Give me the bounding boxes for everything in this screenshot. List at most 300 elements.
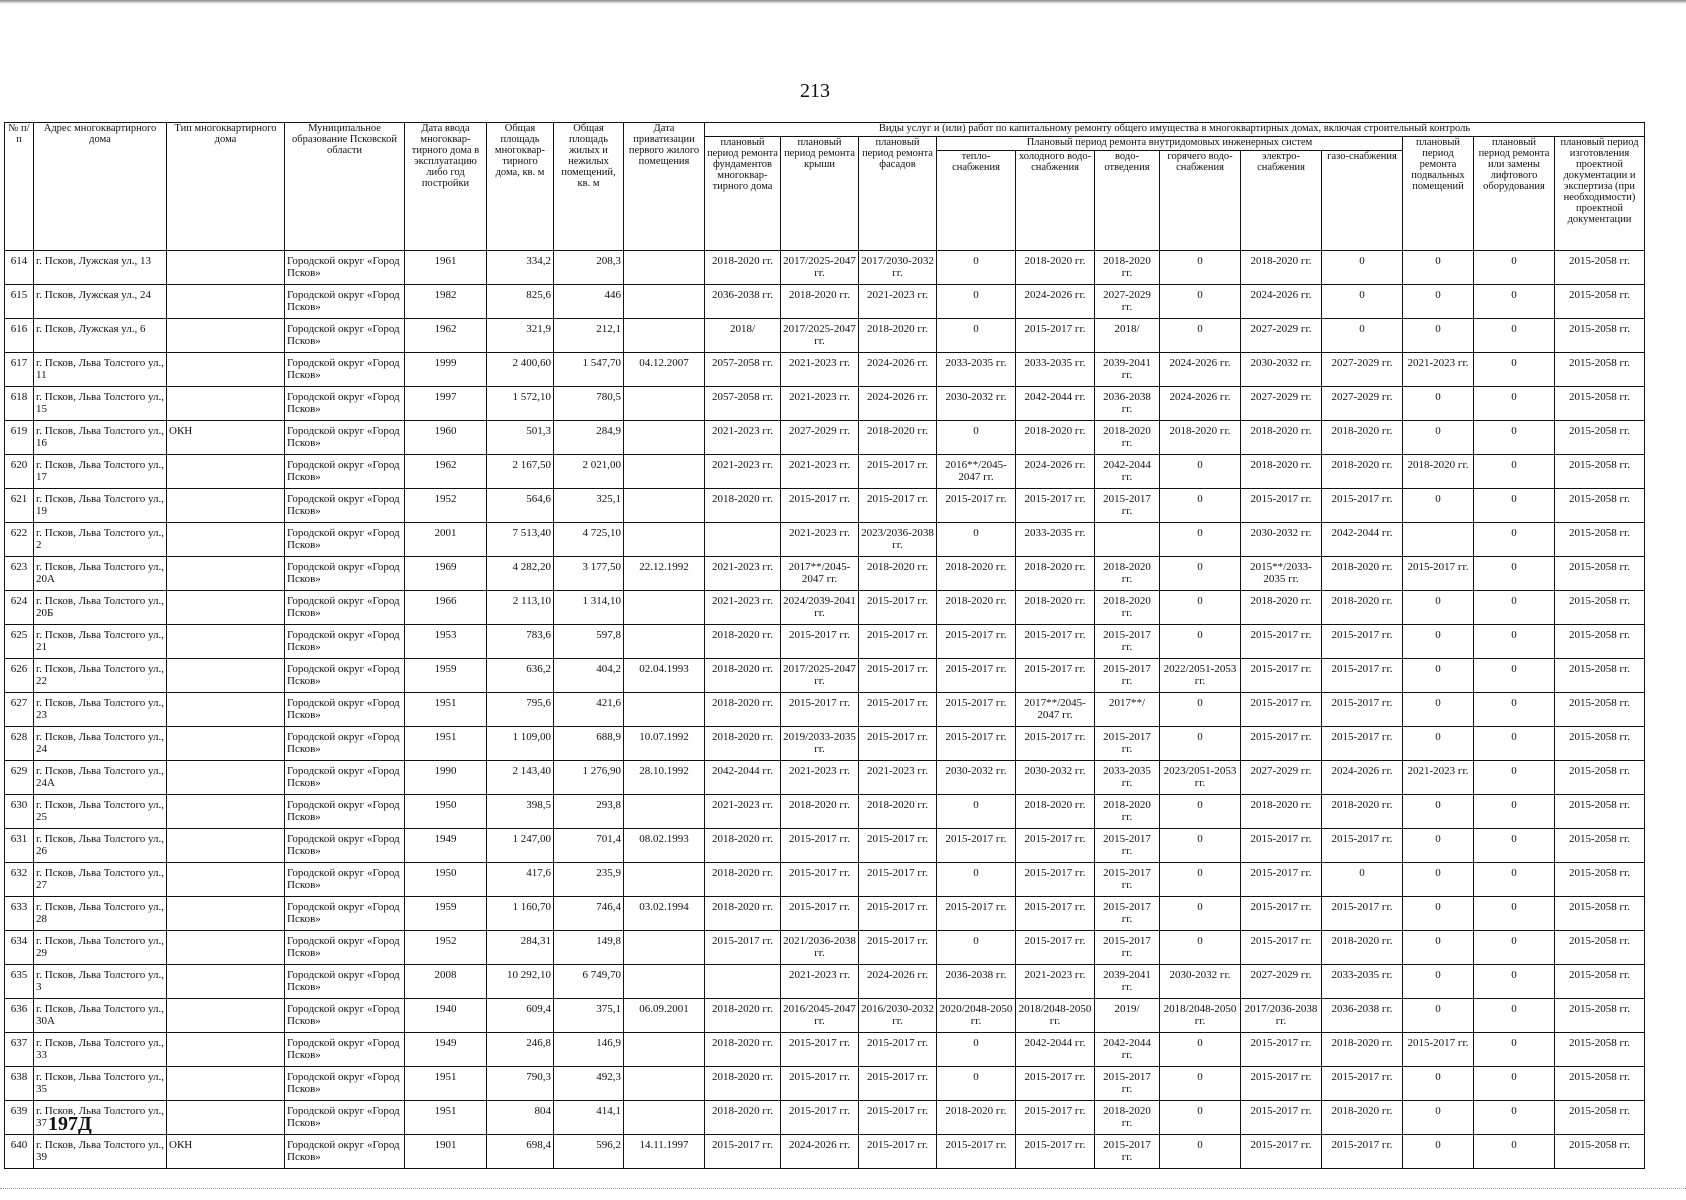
- cell-foundation: 2042-2044 гг.: [705, 761, 781, 795]
- cell-address: г. Псков, Лужская ул., 13: [34, 251, 167, 285]
- cell-num: 615: [5, 285, 34, 319]
- cell-hot-water: 0: [1160, 591, 1241, 625]
- cell-cold-water: 2015-2017 гг.: [1016, 1067, 1095, 1101]
- cell-heat: 2015-2017 гг.: [937, 727, 1016, 761]
- table-row: [5, 1067, 1645, 1101]
- cell-facade: 2024-2026 гг.: [859, 353, 937, 387]
- cell-hot-water: 2023/2051-2053 гг.: [1160, 761, 1241, 795]
- cell-privatization-date: 08.02.1993: [624, 829, 705, 863]
- cell-facade: 2015-2017 гг.: [859, 455, 937, 489]
- cell-design-docs: 2015-2058 гг.: [1555, 829, 1645, 863]
- cell-sewer: 2036-2038 гг.: [1095, 387, 1160, 421]
- cell-basement: 0: [1403, 421, 1474, 455]
- cell-facade: 2023/2036-2038 гг.: [859, 523, 937, 557]
- cell-cold-water: 2015-2017 гг.: [1016, 897, 1095, 931]
- cell-num: 627: [5, 693, 34, 727]
- cell-foundation: 2018-2020 гг.: [705, 897, 781, 931]
- cell-living-area: 414,1: [554, 1101, 624, 1135]
- cell-privatization-date: 28.10.1992: [624, 761, 705, 795]
- cell-basement: 2015-2017 гг.: [1403, 1033, 1474, 1067]
- cell-design-docs: 2015-2058 гг.: [1555, 965, 1645, 999]
- header-electric: электро-снабжения: [1241, 151, 1322, 251]
- cell-type: [167, 931, 285, 965]
- cell-design-docs: 2015-2058 гг.: [1555, 897, 1645, 931]
- table-row: [5, 387, 1645, 421]
- cell-roof: 2017/2025-2047 гг.: [781, 319, 859, 353]
- cell-foundation: 2018-2020 гг.: [705, 863, 781, 897]
- cell-address: г. Псков, Льва Толстого ул., 11: [34, 353, 167, 387]
- cell-num: 640: [5, 1135, 34, 1169]
- cell-cold-water: 2015-2017 гг.: [1016, 659, 1095, 693]
- cell-num: 625: [5, 625, 34, 659]
- cell-facade: 2015-2017 гг.: [859, 1033, 937, 1067]
- cell-design-docs: 2015-2058 гг.: [1555, 1067, 1645, 1101]
- header-services-group: Виды услуг и (или) работ по капитальному ремонту общего имущества в многоквартирных домах, включая строительный контроль: [705, 123, 1645, 137]
- cell-hot-water: 0: [1160, 1033, 1241, 1067]
- cell-address: г. Псков, Льва Толстого ул., 28: [34, 897, 167, 931]
- cell-design-docs: 2015-2058 гг.: [1555, 421, 1645, 455]
- cell-total-area: 2 400,60: [487, 353, 554, 387]
- cell-gas: 2042-2044 гг.: [1322, 523, 1403, 557]
- cell-basement: 0: [1403, 829, 1474, 863]
- cell-heat: 0: [937, 319, 1016, 353]
- cell-municipality: Городской округ «Город Псков»: [285, 625, 405, 659]
- cell-basement: 0: [1403, 863, 1474, 897]
- cell-total-area: 1 247,00: [487, 829, 554, 863]
- cell-type: [167, 727, 285, 761]
- cell-hot-water: 0: [1160, 1135, 1241, 1169]
- cell-type: [167, 625, 285, 659]
- cell-commission-date: 1901: [405, 1135, 487, 1169]
- cell-gas: 2015-2017 гг.: [1322, 1067, 1403, 1101]
- cell-sewer: 2015-2017 гг.: [1095, 727, 1160, 761]
- cell-type: ОКН: [167, 1135, 285, 1169]
- cell-address: г. Псков, Льва Толстого ул., 35: [34, 1067, 167, 1101]
- cell-electric: 2015-2017 гг.: [1241, 931, 1322, 965]
- cell-sewer: 2015-2017 гг.: [1095, 829, 1160, 863]
- cell-privatization-date: 22.12.1992: [624, 557, 705, 591]
- cell-type: [167, 353, 285, 387]
- cell-design-docs: 2015-2058 гг.: [1555, 1101, 1645, 1135]
- cell-living-area: 284,9: [554, 421, 624, 455]
- cell-elevator: 0: [1474, 829, 1555, 863]
- cell-roof: 2021-2023 гг.: [781, 387, 859, 421]
- cell-electric: 2015-2017 гг.: [1241, 863, 1322, 897]
- cell-living-area: 212,1: [554, 319, 624, 353]
- cell-electric: 2024-2026 гг.: [1241, 285, 1322, 319]
- cell-address: г. Псков, Льва Толстого ул., 2: [34, 523, 167, 557]
- cell-commission-date: 1997: [405, 387, 487, 421]
- cell-roof: 2015-2017 гг.: [781, 1067, 859, 1101]
- cell-hot-water: 0: [1160, 285, 1241, 319]
- cell-cold-water: 2024-2026 гг.: [1016, 455, 1095, 489]
- cell-num: 621: [5, 489, 34, 523]
- cell-type: [167, 591, 285, 625]
- cell-elevator: 0: [1474, 387, 1555, 421]
- cell-commission-date: 1950: [405, 863, 487, 897]
- header-living-area: Общая площадь жилых и нежилых помещений, кв. м: [554, 123, 624, 251]
- cell-sewer: 2015-2017 гг.: [1095, 931, 1160, 965]
- cell-design-docs: 2015-2058 гг.: [1555, 319, 1645, 353]
- cell-type: [167, 761, 285, 795]
- cell-municipality: Городской округ «Город Псков»: [285, 557, 405, 591]
- cell-living-area: 208,3: [554, 251, 624, 285]
- footer-code: 197Д: [48, 1113, 92, 1135]
- cell-commission-date: 1969: [405, 557, 487, 591]
- cell-privatization-date: [624, 455, 705, 489]
- cell-sewer: 2018-2020 гг.: [1095, 1101, 1160, 1135]
- table-row: [5, 625, 1645, 659]
- cell-basement: 0: [1403, 285, 1474, 319]
- table-header: [5, 123, 1645, 251]
- cell-privatization-date: [624, 1067, 705, 1101]
- cell-gas: 2027-2029 гг.: [1322, 353, 1403, 387]
- cell-design-docs: 2015-2058 гг.: [1555, 285, 1645, 319]
- table-row: [5, 523, 1645, 557]
- cell-commission-date: 1953: [405, 625, 487, 659]
- cell-cold-water: 2033-2035 гг.: [1016, 353, 1095, 387]
- cell-privatization-date: 03.02.1994: [624, 897, 705, 931]
- cell-roof: 2015-2017 гг.: [781, 863, 859, 897]
- cell-roof: 2017/2025-2047 гг.: [781, 251, 859, 285]
- cell-municipality: Городской округ «Город Псков»: [285, 1067, 405, 1101]
- cell-privatization-date: 06.09.2001: [624, 999, 705, 1033]
- cell-type: [167, 455, 285, 489]
- cell-elevator: 0: [1474, 319, 1555, 353]
- cell-total-area: 398,5: [487, 795, 554, 829]
- cell-commission-date: 1949: [405, 1033, 487, 1067]
- table-row: [5, 1033, 1645, 1067]
- cell-privatization-date: [624, 591, 705, 625]
- cell-num: 633: [5, 897, 34, 931]
- cell-living-area: 746,4: [554, 897, 624, 931]
- cell-foundation: 2057-2058 гг.: [705, 353, 781, 387]
- cell-cold-water: 2018-2020 гг.: [1016, 557, 1095, 591]
- cell-electric: 2027-2029 гг.: [1241, 387, 1322, 421]
- cell-municipality: Городской округ «Город Псков»: [285, 421, 405, 455]
- cell-heat: 2015-2017 гг.: [937, 829, 1016, 863]
- table-row: [5, 897, 1645, 931]
- cell-facade: 2018-2020 гг.: [859, 319, 937, 353]
- header-cold-water: холодного водо-снабжения: [1016, 151, 1095, 251]
- cell-commission-date: 2008: [405, 965, 487, 999]
- cell-commission-date: 1951: [405, 727, 487, 761]
- cell-privatization-date: 14.11.1997: [624, 1135, 705, 1169]
- cell-gas: 2015-2017 гг.: [1322, 897, 1403, 931]
- cell-type: [167, 795, 285, 829]
- header-systems-group: Плановый период ремонта внутридомовых инженерных систем: [937, 137, 1403, 151]
- cell-num: 618: [5, 387, 34, 421]
- cell-type: [167, 829, 285, 863]
- cell-hot-water: 0: [1160, 455, 1241, 489]
- cell-elevator: 0: [1474, 761, 1555, 795]
- cell-heat: 0: [937, 795, 1016, 829]
- cell-total-area: 636,2: [487, 659, 554, 693]
- cell-living-area: 1 314,10: [554, 591, 624, 625]
- cell-heat: 0: [937, 1033, 1016, 1067]
- cell-elevator: 0: [1474, 591, 1555, 625]
- cell-type: ОКН: [167, 421, 285, 455]
- header-roof: плановый период ремонта крыши: [781, 137, 859, 251]
- cell-roof: 2015-2017 гг.: [781, 1101, 859, 1135]
- cell-basement: 0: [1403, 319, 1474, 353]
- cell-design-docs: 2015-2058 гг.: [1555, 557, 1645, 591]
- cell-elevator: 0: [1474, 659, 1555, 693]
- cell-address: г. Псков, Льва Толстого ул., 37: [34, 1101, 167, 1135]
- cell-sewer: 2015-2017 гг.: [1095, 1135, 1160, 1169]
- cell-commission-date: 1951: [405, 1101, 487, 1135]
- cell-design-docs: 2015-2058 гг.: [1555, 795, 1645, 829]
- cell-commission-date: 1949: [405, 829, 487, 863]
- cell-design-docs: 2015-2058 гг.: [1555, 455, 1645, 489]
- cell-design-docs: 2015-2058 гг.: [1555, 863, 1645, 897]
- cell-hot-water: 0: [1160, 693, 1241, 727]
- cell-type: [167, 319, 285, 353]
- cell-num: 614: [5, 251, 34, 285]
- cell-num: 639: [5, 1101, 34, 1135]
- table-row: [5, 829, 1645, 863]
- cell-commission-date: 1999: [405, 353, 487, 387]
- cell-cold-water: 2042-2044 гг.: [1016, 1033, 1095, 1067]
- header-gas: газо-снабжения: [1322, 151, 1403, 251]
- cell-gas: 0: [1322, 285, 1403, 319]
- cell-electric: 2018-2020 гг.: [1241, 591, 1322, 625]
- cell-facade: 2024-2026 гг.: [859, 965, 937, 999]
- cell-heat: 0: [937, 863, 1016, 897]
- cell-facade: 2024-2026 гг.: [859, 387, 937, 421]
- cell-elevator: 0: [1474, 523, 1555, 557]
- cell-hot-water: 0: [1160, 863, 1241, 897]
- cell-total-area: 1 572,10: [487, 387, 554, 421]
- cell-municipality: Городской округ «Город Псков»: [285, 761, 405, 795]
- cell-gas: 2015-2017 гг.: [1322, 659, 1403, 693]
- cell-sewer: 2015-2017 гг.: [1095, 897, 1160, 931]
- cell-municipality: Городской округ «Город Псков»: [285, 1033, 405, 1067]
- cell-heat: 2015-2017 гг.: [937, 897, 1016, 931]
- cell-facade: 2015-2017 гг.: [859, 897, 937, 931]
- cell-address: г. Псков, Льва Толстого ул., 25: [34, 795, 167, 829]
- cell-facade: 2015-2017 гг.: [859, 931, 937, 965]
- cell-foundation: 2018-2020 гг.: [705, 1101, 781, 1135]
- cell-heat: 2018-2020 гг.: [937, 1101, 1016, 1135]
- cell-living-area: 6 749,70: [554, 965, 624, 999]
- cell-elevator: 0: [1474, 863, 1555, 897]
- cell-num: 616: [5, 319, 34, 353]
- cell-municipality: Городской округ «Город Псков»: [285, 455, 405, 489]
- cell-electric: 2015-2017 гг.: [1241, 625, 1322, 659]
- cell-type: [167, 489, 285, 523]
- cell-gas: 2018-2020 гг.: [1322, 557, 1403, 591]
- cell-address: г. Псков, Льва Толстого ул., 24А: [34, 761, 167, 795]
- cell-gas: 2018-2020 гг.: [1322, 591, 1403, 625]
- cell-basement: 0: [1403, 489, 1474, 523]
- cell-roof: 2015-2017 гг.: [781, 625, 859, 659]
- cell-gas: 2015-2017 гг.: [1322, 727, 1403, 761]
- cell-electric: 2027-2029 гг.: [1241, 319, 1322, 353]
- header-municipality: Муниципальное образование Псковской области: [285, 123, 405, 251]
- cell-design-docs: 2015-2058 гг.: [1555, 591, 1645, 625]
- cell-heat: 2033-2035 гг.: [937, 353, 1016, 387]
- cell-sewer: 2042-2044 гг.: [1095, 1033, 1160, 1067]
- cell-sewer: 2033-2035 гг.: [1095, 761, 1160, 795]
- cell-sewer: 2018/: [1095, 319, 1160, 353]
- cell-type: [167, 1033, 285, 1067]
- cell-municipality: Городской округ «Город Псков»: [285, 523, 405, 557]
- cell-facade: 2015-2017 гг.: [859, 829, 937, 863]
- cell-electric: 2015-2017 гг.: [1241, 489, 1322, 523]
- table-body: [5, 251, 1645, 1169]
- cell-living-area: 1 276,90: [554, 761, 624, 795]
- cell-electric: 2015-2017 гг.: [1241, 693, 1322, 727]
- cell-hot-water: 0: [1160, 489, 1241, 523]
- cell-cold-water: 2015-2017 гг.: [1016, 625, 1095, 659]
- cell-roof: 2017/2025-2047 гг.: [781, 659, 859, 693]
- cell-num: 635: [5, 965, 34, 999]
- cell-elevator: 0: [1474, 489, 1555, 523]
- cell-sewer: 2018-2020 гг.: [1095, 795, 1160, 829]
- cell-cold-water: 2015-2017 гг.: [1016, 863, 1095, 897]
- cell-commission-date: 1990: [405, 761, 487, 795]
- cell-heat: 0: [937, 421, 1016, 455]
- cell-roof: 2021-2023 гг.: [781, 761, 859, 795]
- cell-design-docs: 2015-2058 гг.: [1555, 693, 1645, 727]
- cell-total-area: 825,6: [487, 285, 554, 319]
- cell-elevator: 0: [1474, 693, 1555, 727]
- cell-commission-date: 1952: [405, 931, 487, 965]
- cell-type: [167, 659, 285, 693]
- cell-electric: 2018-2020 гг.: [1241, 421, 1322, 455]
- cell-facade: 2015-2017 гг.: [859, 591, 937, 625]
- cell-total-area: 417,6: [487, 863, 554, 897]
- cell-gas: 2027-2029 гг.: [1322, 387, 1403, 421]
- cell-living-area: 235,9: [554, 863, 624, 897]
- cell-foundation: 2018-2020 гг.: [705, 625, 781, 659]
- cell-type: [167, 693, 285, 727]
- cell-living-area: 1 547,70: [554, 353, 624, 387]
- cell-privatization-date: 10.07.1992: [624, 727, 705, 761]
- header-facade: плановый период ремонта фасадов: [859, 137, 937, 251]
- cell-total-area: 10 292,10: [487, 965, 554, 999]
- cell-commission-date: 1959: [405, 897, 487, 931]
- header-elevator: плановый период ремонта или замены лифтового оборудования: [1474, 137, 1555, 251]
- cell-foundation: 2057-2058 гг.: [705, 387, 781, 421]
- cell-type: [167, 1067, 285, 1101]
- cell-hot-water: 0: [1160, 829, 1241, 863]
- header-hot-water: горячего водо-снабжения: [1160, 151, 1241, 251]
- table-row: [5, 557, 1645, 591]
- cell-num: 622: [5, 523, 34, 557]
- header-total-area: Общая площадь многоквар-тирного дома, кв. м: [487, 123, 554, 251]
- cell-design-docs: 2015-2058 гг.: [1555, 523, 1645, 557]
- cell-basement: 0: [1403, 1135, 1474, 1169]
- table-row: [5, 999, 1645, 1033]
- cell-gas: 2015-2017 гг.: [1322, 829, 1403, 863]
- cell-address: г. Псков, Льва Толстого ул., 30А: [34, 999, 167, 1033]
- cell-facade: 2015-2017 гг.: [859, 1101, 937, 1135]
- cell-type: [167, 557, 285, 591]
- cell-privatization-date: 04.12.2007: [624, 353, 705, 387]
- cell-cold-water: 2018/2048-2050 гг.: [1016, 999, 1095, 1033]
- cell-facade: 2016/2030-2032 гг.: [859, 999, 937, 1033]
- cell-roof: 2021-2023 гг.: [781, 353, 859, 387]
- cell-living-area: 4 725,10: [554, 523, 624, 557]
- cell-heat: 0: [937, 1067, 1016, 1101]
- header-heat: тепло-снабжения: [937, 151, 1016, 251]
- cell-basement: 2021-2023 гг.: [1403, 353, 1474, 387]
- cell-basement: 2015-2017 гг.: [1403, 557, 1474, 591]
- cell-municipality: Городской округ «Город Псков»: [285, 659, 405, 693]
- cell-roof: 2024-2026 гг.: [781, 1135, 859, 1169]
- cell-hot-water: 0: [1160, 625, 1241, 659]
- cell-municipality: Городской округ «Город Псков»: [285, 285, 405, 319]
- cell-facade: 2018-2020 гг.: [859, 557, 937, 591]
- cell-sewer: 2017**/: [1095, 693, 1160, 727]
- cell-address: г. Псков, Льва Толстого ул., 39: [34, 1135, 167, 1169]
- cell-design-docs: 2015-2058 гг.: [1555, 251, 1645, 285]
- cell-gas: 2015-2017 гг.: [1322, 489, 1403, 523]
- cell-cold-water: 2017**/2045-2047 гг.: [1016, 693, 1095, 727]
- cell-foundation: 2018-2020 гг.: [705, 659, 781, 693]
- table-row: [5, 965, 1645, 999]
- cell-electric: 2018-2020 гг.: [1241, 795, 1322, 829]
- cell-foundation: 2018-2020 гг.: [705, 693, 781, 727]
- cell-basement: 0: [1403, 965, 1474, 999]
- cell-living-area: 149,8: [554, 931, 624, 965]
- cell-living-area: 325,1: [554, 489, 624, 523]
- cell-elevator: 0: [1474, 897, 1555, 931]
- cell-facade: 2015-2017 гг.: [859, 659, 937, 693]
- cell-living-area: 3 177,50: [554, 557, 624, 591]
- cell-gas: 2024-2026 гг.: [1322, 761, 1403, 795]
- cell-electric: 2015-2017 гг.: [1241, 1135, 1322, 1169]
- cell-foundation: 2018-2020 гг.: [705, 1067, 781, 1101]
- cell-elevator: 0: [1474, 353, 1555, 387]
- cell-foundation: 2018-2020 гг.: [705, 999, 781, 1033]
- cell-num: 638: [5, 1067, 34, 1101]
- cell-design-docs: 2015-2058 гг.: [1555, 659, 1645, 693]
- cell-living-area: 446: [554, 285, 624, 319]
- cell-address: г. Псков, Льва Толстого ул., 24: [34, 727, 167, 761]
- cell-hot-water: 0: [1160, 795, 1241, 829]
- cell-living-area: 146,9: [554, 1033, 624, 1067]
- cell-cold-water: 2021-2023 гг.: [1016, 965, 1095, 999]
- cell-elevator: 0: [1474, 557, 1555, 591]
- cell-living-area: 596,2: [554, 1135, 624, 1169]
- cell-total-area: 1 160,70: [487, 897, 554, 931]
- cell-sewer: 2018-2020 гг.: [1095, 421, 1160, 455]
- cell-living-area: 2 021,00: [554, 455, 624, 489]
- table-row: [5, 761, 1645, 795]
- cell-sewer: 2015-2017 гг.: [1095, 489, 1160, 523]
- cell-electric: 2015-2017 гг.: [1241, 897, 1322, 931]
- cell-total-area: 246,8: [487, 1033, 554, 1067]
- cell-heat: 2030-2032 гг.: [937, 761, 1016, 795]
- cell-elevator: 0: [1474, 455, 1555, 489]
- table-row: [5, 489, 1645, 523]
- header-basement: плановый период ремонта подвальных помещений: [1403, 137, 1474, 251]
- cell-facade: 2018-2020 гг.: [859, 421, 937, 455]
- cell-total-area: 501,3: [487, 421, 554, 455]
- cell-num: 634: [5, 931, 34, 965]
- cell-cold-water: 2018-2020 гг.: [1016, 591, 1095, 625]
- cell-privatization-date: [624, 387, 705, 421]
- cell-foundation: 2018-2020 гг.: [705, 489, 781, 523]
- cell-privatization-date: [624, 795, 705, 829]
- cell-total-area: 2 113,10: [487, 591, 554, 625]
- cell-sewer: 2015-2017 гг.: [1095, 1067, 1160, 1101]
- cell-hot-water: 0: [1160, 251, 1241, 285]
- cell-roof: 2015-2017 гг.: [781, 489, 859, 523]
